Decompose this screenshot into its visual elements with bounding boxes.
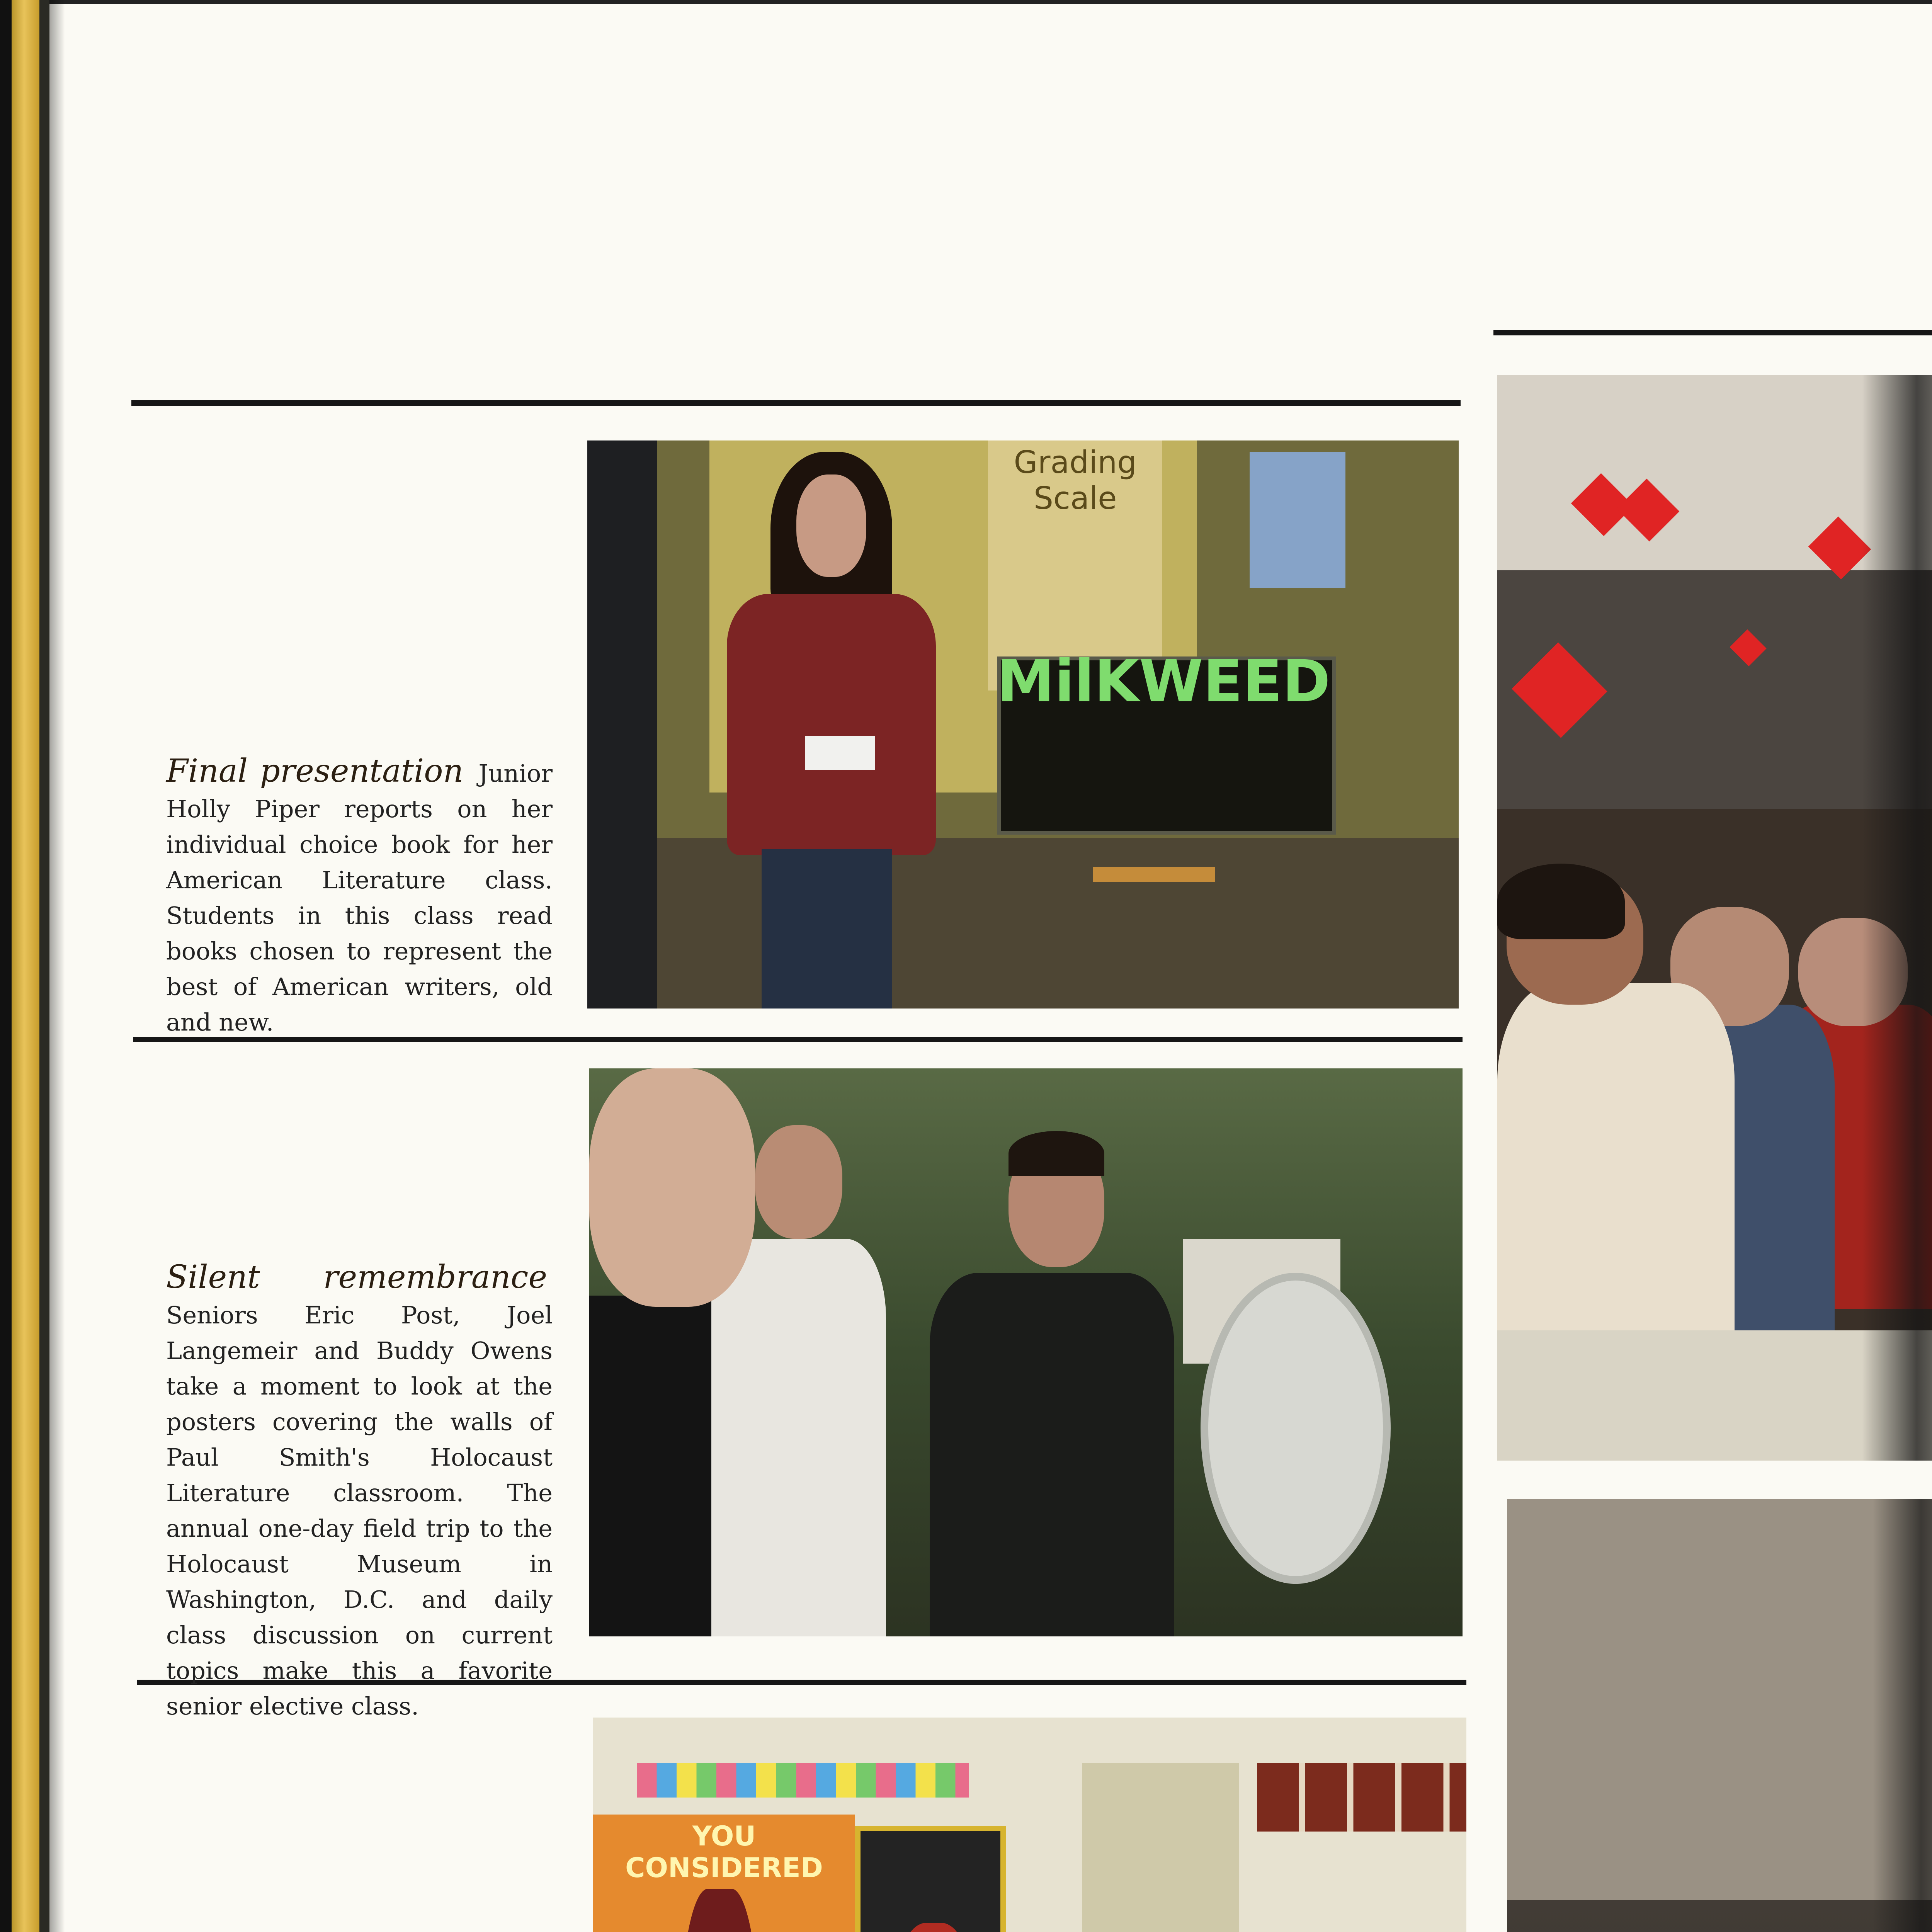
caption-title: Silent remembrance: [166, 1259, 547, 1296]
binding-gutter: [39, 0, 49, 1932]
caption-body: Seniors Eric Post, Joel Langemeir and Buddy Owens take a moment to look at the posters covering the walls of Paul Smith's Holocaust Literature classroom. The annual one-day field trip to the Holocaust Museum in Washington, D.C. and daily class discussion on current topics make this a favorite senior elective class.: [166, 1301, 553, 1720]
photo-caption: [166, 753, 553, 1040]
presentation-photo: [587, 440, 1459, 1009]
binding-shadow: [49, 0, 65, 1932]
classroom-valentine-photo: [1497, 375, 1932, 1461]
holocaust-posters-photo: [589, 1068, 1463, 1636]
classroom-table-photo: [1507, 1499, 1932, 1932]
page-top-edge: [0, 0, 1932, 4]
section-rule: [131, 400, 1461, 406]
grading-scale-text: Grading Scale: [1014, 444, 1137, 516]
section-rule: [1493, 330, 1932, 335]
binding-edge: [0, 0, 12, 1932]
caption-title: Final presentation: [166, 753, 464, 789]
board-title: MilKWEED: [997, 648, 1331, 715]
caption-body: Junior Holly Piper reports on her individual choice book for her American Literature class. Students in this class read books chosen to represent the best of American writers, old and new.: [166, 759, 553, 1036]
bulletin-text: YOU CONSIDERED: [625, 1820, 823, 1884]
oral-communications-photo: [593, 1718, 1466, 1932]
photo-caption: [166, 1260, 553, 1724]
gilded-page-edge: [12, 0, 39, 1932]
